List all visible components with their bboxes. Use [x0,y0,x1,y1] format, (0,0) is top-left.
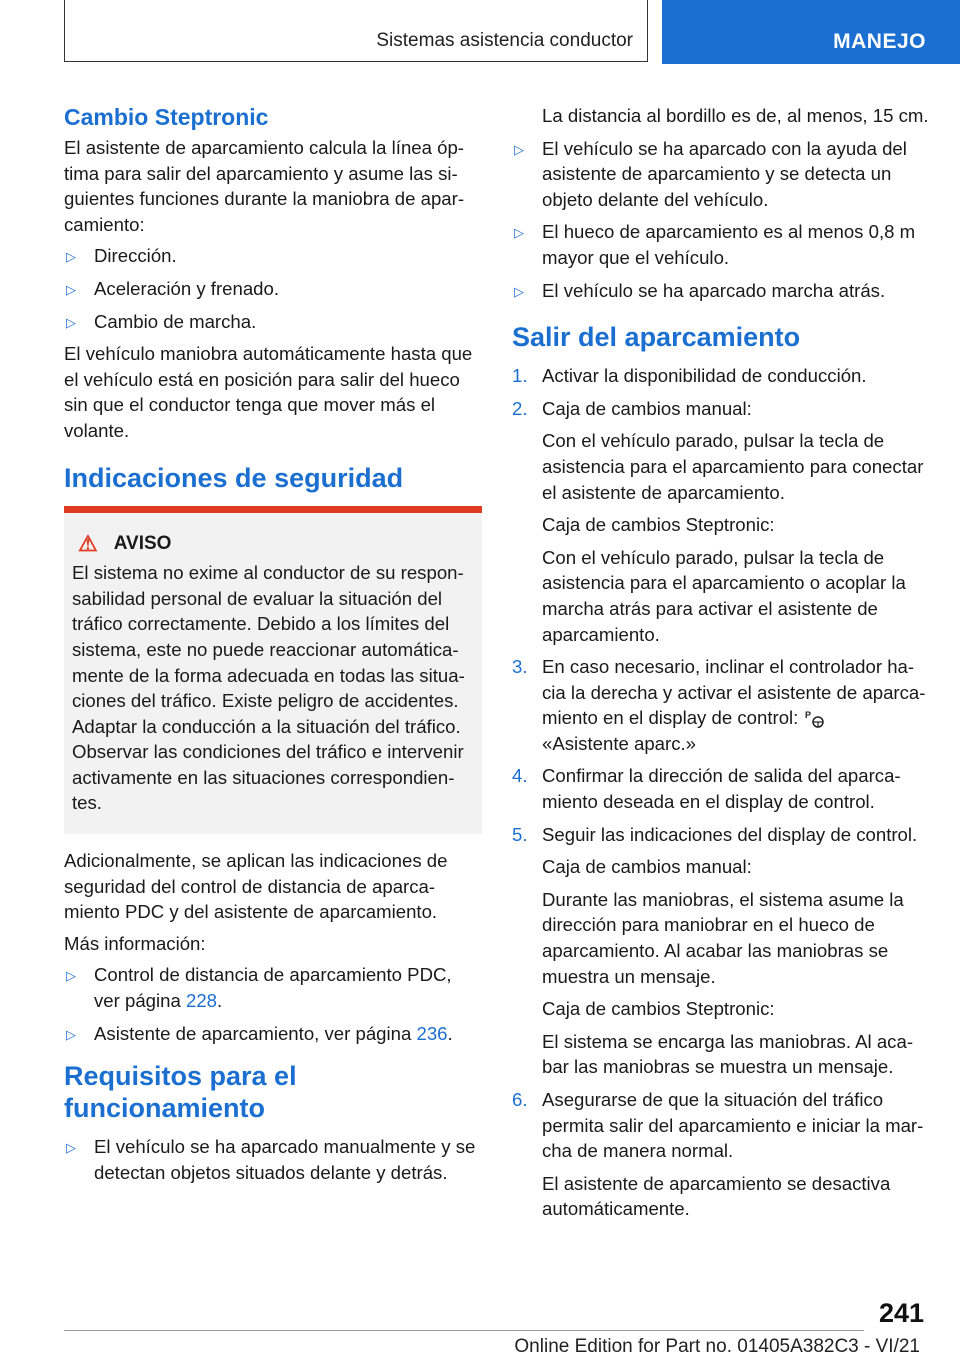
paragraph: El vehículo maniobra automáticamente hasta que el vehículo está en posición para salir del hueco sin que el conductor tenga que mover más el volante. [64,343,473,441]
paragraph: El asistente de aparcamiento se desactiva automáticamente. [542,1172,891,1220]
step-item [512,654,930,756]
bullet-triangle-icon: ▷ [514,141,524,157]
right-column [512,103,930,1229]
bullet-triangle-icon: ▷ [514,225,524,241]
footer-edition: Online Edition for Part no. 01405A382C3 - VI/21 [514,1336,920,1357]
list-item [512,136,930,213]
warning-text: El sistema no exime al conductor de su respon-sabilidad personal de evaluar la situación del tráfico correctamente. Debido a los límites del sistema, este no puede reaccionar automática-mente de la forma adecuada en todas las situa-ciones del tráfico. Existe peligro de accidentes. Adaptar la conducción a la situación del tráfico. Observar las condiciones del tráfico e intervenir activamente en las situaciones correspondien-tes. [72,562,465,814]
paragraph: Caja de cambios Steptronic: [542,998,775,1020]
paragraph: Caja de cambios Steptronic: [542,514,775,536]
step-text: Activar la disponibilidad de conducción. [542,365,867,387]
list-item [64,309,482,335]
step-number: 4. [512,765,528,787]
paragraph: Adicionalmente, se aplican las indicaciones de seguridad del control de distancia de aparca-miento PDC y del asistente de aparcamiento. [64,850,448,923]
paragraph: Con el vehículo parado, pulsar la tecla de asistencia para el aparcamiento para conectar el asistente de aparcamiento. [542,430,924,503]
header-chapter-tab [662,0,960,64]
paragraph: Con el vehículo parado, pulsar la tecla de asistencia para el aparcamiento o acoplar la marcha atrás para activar el asistente de aparcamiento. [542,546,906,645]
bullet-triangle-icon: ▷ [514,283,524,299]
bullet-triangle-icon: ▷ [66,281,76,297]
paragraph: Caja de cambios manual: [542,856,752,878]
paragraph: El sistema se encarga las maniobras. Al aca-bar las maniobras se muestra un mensaje. [542,1030,914,1078]
step-item [512,363,930,389]
svg-text:P: P [804,710,811,721]
list-item-text: Control de distancia de aparcamiento PDC, ver página [94,964,452,1012]
warning-triangle-icon: ⚠ [78,530,98,556]
list-item-text: Dirección. [94,245,177,267]
list-item-text: El vehículo se ha aparcado manualmente y se detectan objetos situados delante y detrás. [94,1136,476,1183]
left-column [64,103,482,1192]
list-item [64,243,482,269]
footer-divider [64,1330,864,1331]
list-item [64,1134,482,1185]
step-number: 3. [512,656,528,678]
header-chapter-title: MANEJO [833,30,926,53]
warning-header [72,531,474,557]
step-item [512,763,930,814]
page-number: 241 [878,1298,924,1328]
bullet-triangle-icon: ▷ [66,314,76,330]
heading-requirements: Requisitos para el funcionamiento [64,1061,297,1124]
list-item [512,278,930,304]
list-item-text: El hueco de aparcamiento es al menos 0,8 m mayor que el vehículo. [542,221,916,268]
step-text: En caso necesario, inclinar el controlador ha-cia la derecha y activar el asistente de aparca-miento en el display de control: [542,656,926,729]
header-section-title: Sistemas asistencia conductor [376,30,633,51]
bullet-triangle-icon: ▷ [66,249,76,265]
header-section-box [64,0,648,62]
list-item [512,219,930,270]
warning-box [64,506,482,835]
warning-title: AVISO [113,532,172,554]
step-number: 2. [512,397,528,419]
page-link-228[interactable]: 228 [186,990,218,1012]
step-number: 6. [512,1089,528,1110]
step-item [512,396,930,422]
step-item [512,822,930,848]
bullet-triangle-icon: ▷ [66,968,76,984]
step-number: 1. [512,365,528,387]
list-item-text: Aceleración y frenado. [94,277,280,299]
paragraph: Más información: [64,932,206,954]
list-item-text: Asistente de aparcamiento, ver página [94,1022,417,1044]
heading-steptronic: Cambio Steptronic [64,104,269,130]
paragraph: Durante las maniobras, el sistema asume la dirección para maniobrar en el hueco de aparcamiento. Al acabar las maniobras se muestra un mensaje. [542,888,904,987]
list-item-text: El vehículo se ha aparcado con la ayuda del asistente de aparcamiento y se detecta un objeto delante del vehículo. [542,137,907,210]
list-item: ▷ Control de distancia de aparcamiento PDC, ver página 228. [66,964,452,1012]
step-text: «Asistente aparc.» [542,732,697,754]
paragraph: El asistente de aparcamiento calcula la línea óp-tima para salir del aparcamiento y asume las si-guientes funciones durante la maniobra de apar-camiento: [64,137,465,235]
step-item [512,1087,930,1164]
bullet-triangle-icon: ▷ [66,1140,76,1156]
heading-safety: Indicaciones de seguridad [64,462,404,493]
parking-assistant-icon [804,709,826,729]
step-text: Caja de cambios manual: [542,397,752,419]
list-item-text: Cambio de marcha. [94,310,257,332]
bullet-triangle-icon: ▷ [66,1026,76,1042]
page-link-236[interactable]: 236 [416,1022,448,1044]
step-text: Confirmar la dirección de salida del aparca-miento deseada en el display de control. [542,765,901,813]
list-item [64,276,482,302]
step-number: 5. [512,823,528,845]
paragraph: La distancia al bordillo es de, al menos, 15 cm. [542,105,929,126]
heading-exit-parking: Salir del aparcamiento [512,322,801,353]
step-text: Asegurarse de que la situación del tráfico permita salir del aparcamiento e iniciar la mar-cha de manera normal. [542,1089,924,1162]
list-item-text: El vehículo se ha aparcado marcha atrás. [542,279,886,301]
step-text: Seguir las indicaciones del display de control. [542,823,918,845]
list-item: ▷ Asistente de aparcamiento, ver página 236. [64,1021,482,1047]
